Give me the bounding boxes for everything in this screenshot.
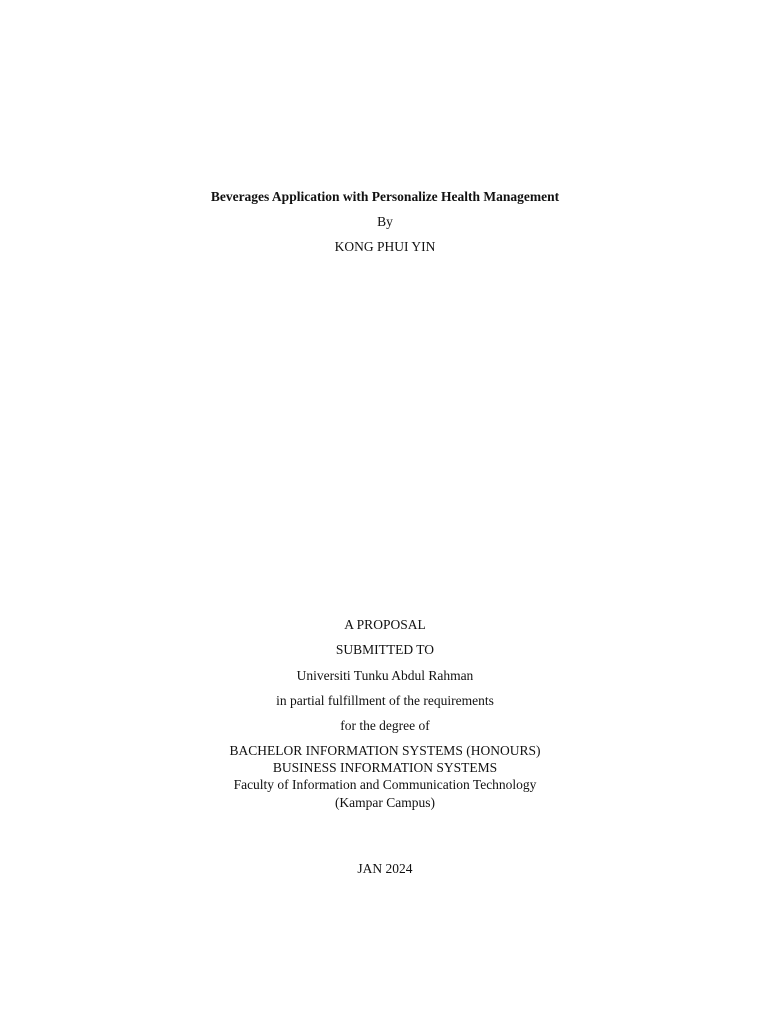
by-label: By: [377, 214, 393, 229]
document-title: Beverages Application with Personalize Health Management: [210, 189, 560, 204]
faculty-name: Faculty of Information and Communication Technology: [233, 777, 537, 792]
author-name: KONG PHUI YIN: [334, 239, 436, 254]
university-name: Universiti Tunku Abdul Rahman: [296, 668, 474, 683]
submitted-to-label: SUBMITTED TO: [335, 642, 435, 657]
fulfillment-text: in partial fulfillment of the requirements: [276, 693, 494, 708]
degree-name: BACHELOR INFORMATION SYSTEMS (HONOURS): [229, 743, 541, 758]
submission-date: JAN 2024: [357, 861, 413, 876]
proposal-label: A PROPOSAL: [344, 617, 426, 632]
program-name: BUSINESS INFORMATION SYSTEMS: [272, 760, 498, 775]
degree-intro: for the degree of: [340, 718, 430, 733]
campus-name: (Kampar Campus): [334, 795, 436, 810]
